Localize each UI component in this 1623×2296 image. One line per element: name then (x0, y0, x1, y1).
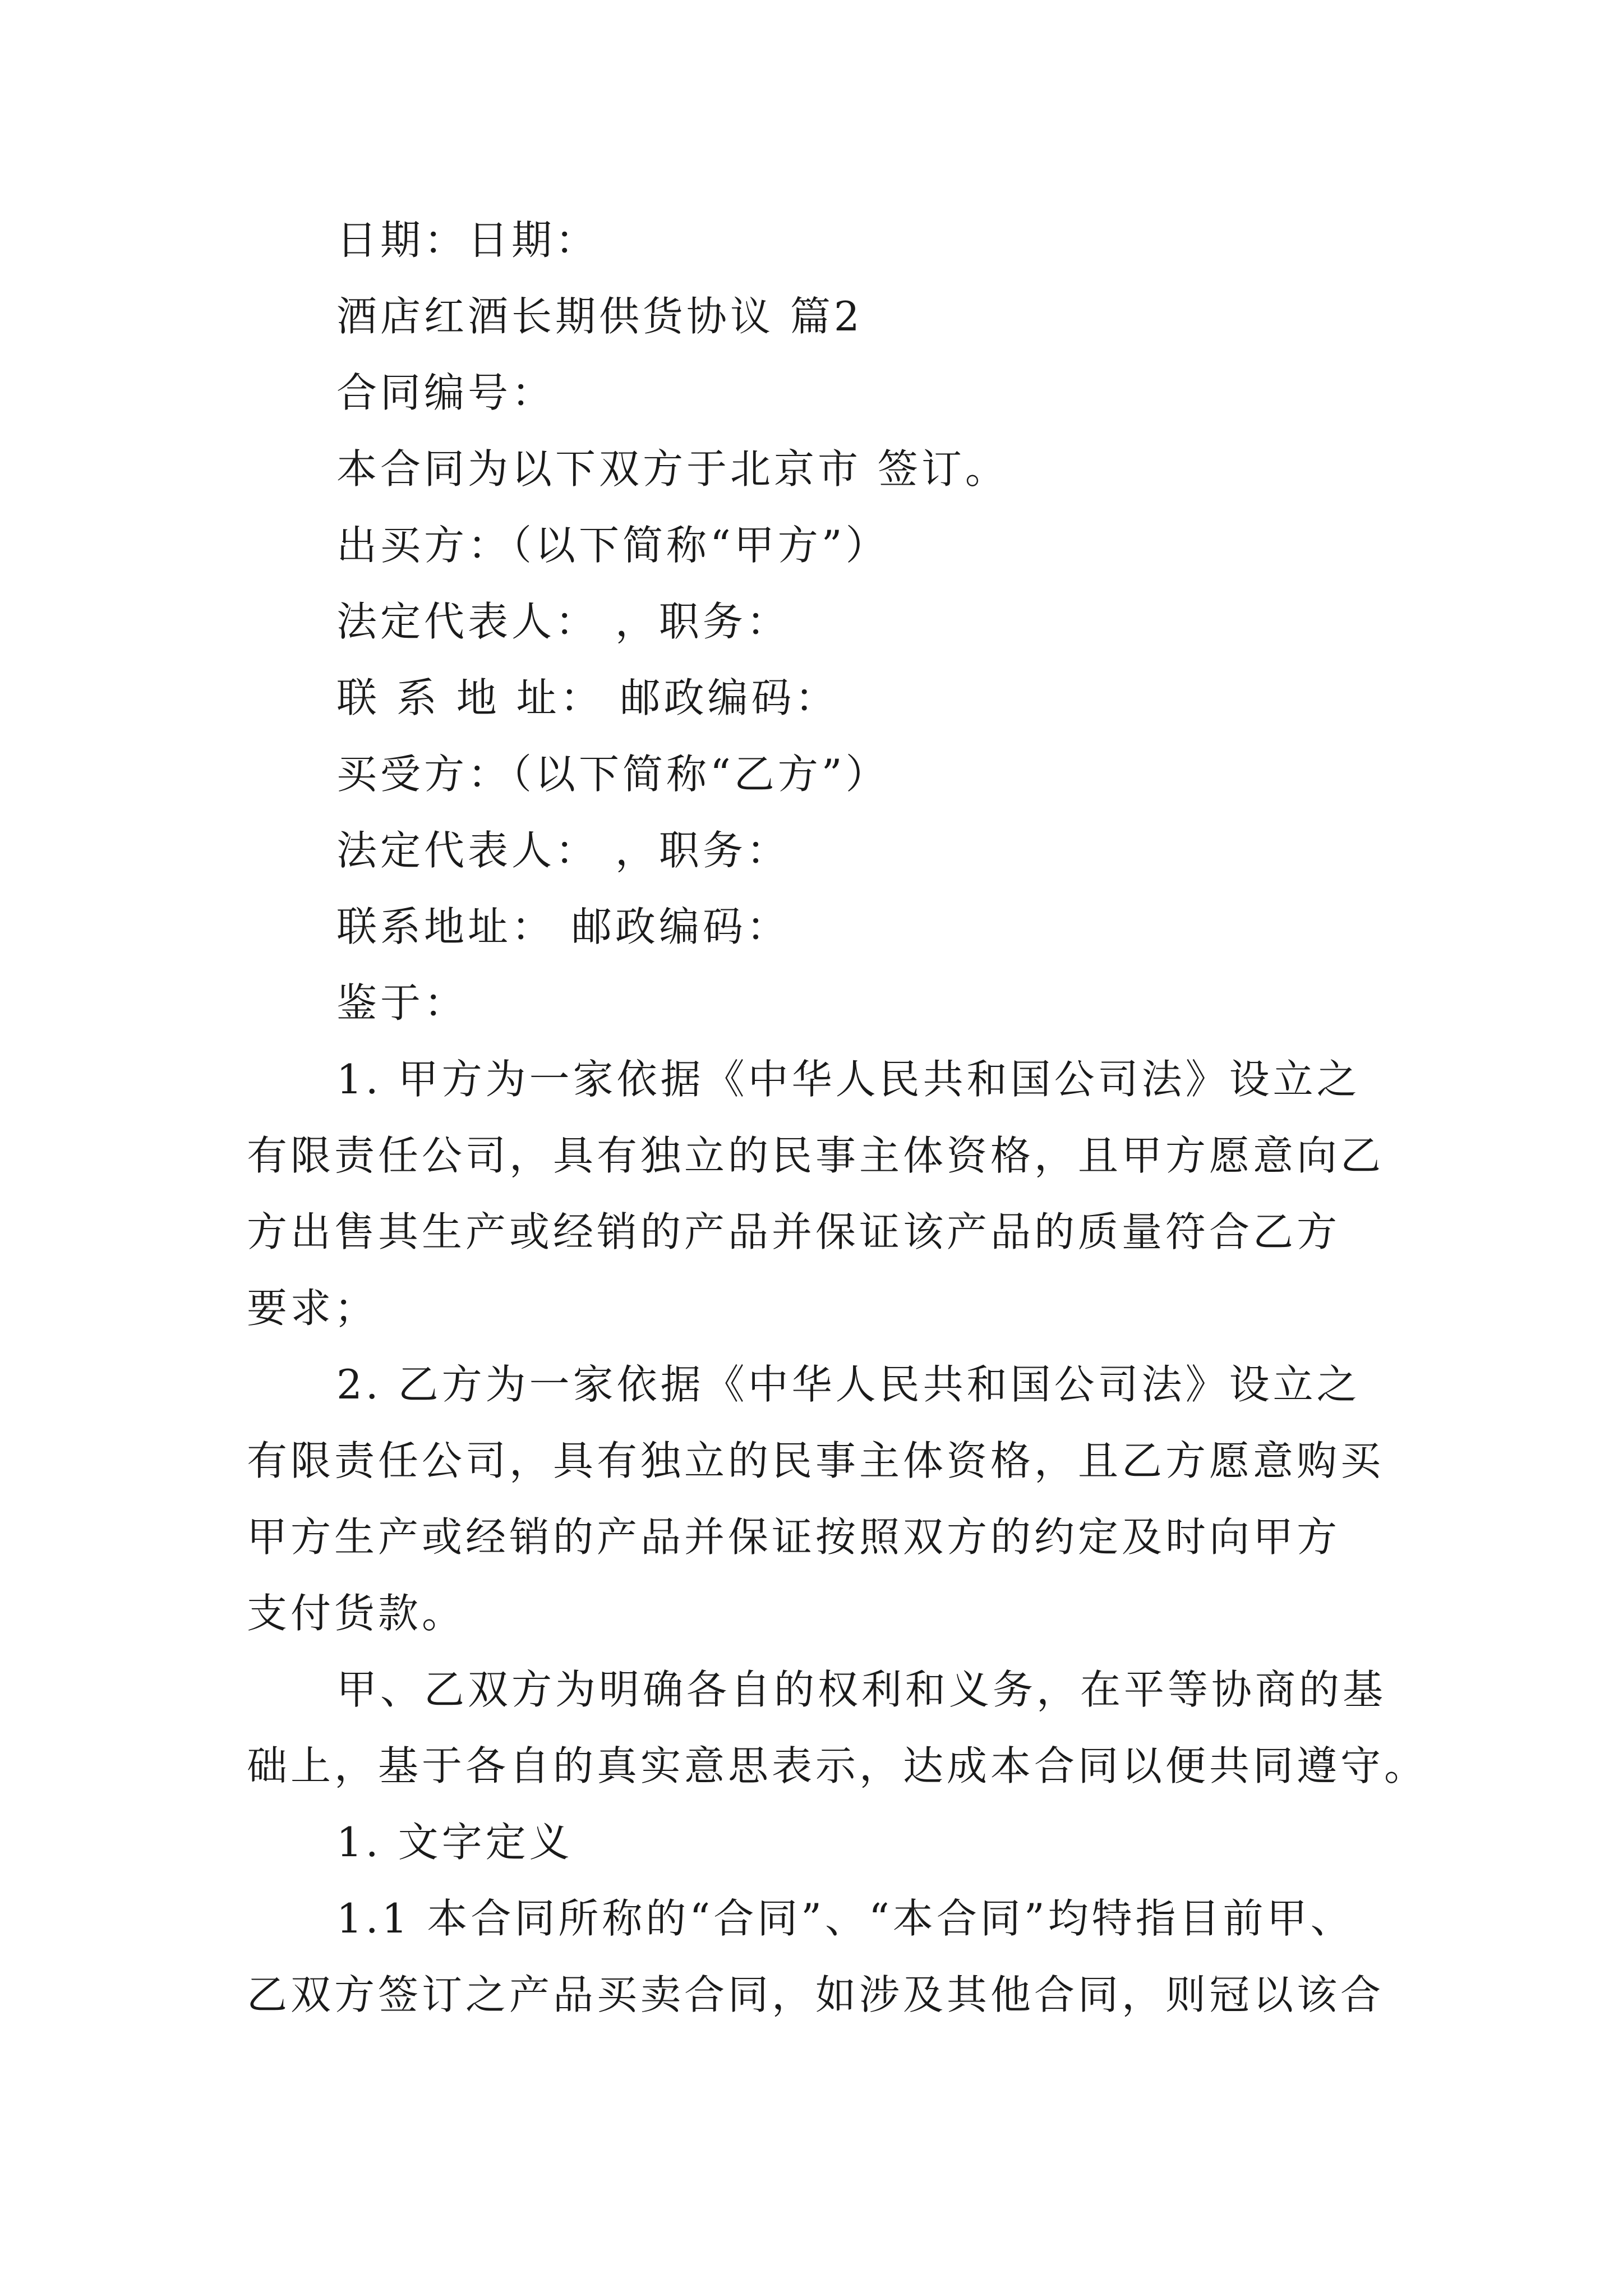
clause-1-line-4: 要求； (247, 1285, 379, 1332)
section-1-1-line-1: 1.1 本合同所称的“合同”、“本合同”均特指目前甲、 (336, 1895, 1354, 1942)
contract-number-line: 合同编号： (336, 369, 556, 416)
clause-2-line-1: 2. 乙方为一家依据《中华人民共和国公司法》设立之 (336, 1361, 1361, 1408)
intro-line-1: 甲、乙双方为明确各自的权利和义务，在平等协商的基 (336, 1666, 1387, 1713)
buyer-representative-line: 法定代表人： ，职务： (336, 827, 790, 874)
section-1-1-paragraph (247, 1880, 1391, 2033)
section-1-1-line-2: 乙双方签订之产品买卖合同，如涉及其他合同，则冠以该合 (247, 1971, 1385, 2018)
clause-2-line-3: 甲方生产或经销的产品并保证按照双方的约定及时向甲方 (247, 1513, 1341, 1561)
buyer-line: 买受方：（以下简称“乙方”） (336, 751, 889, 798)
intro-line-2: 础上，基于各自的真实意思表示，达成本合同以便共同遵守。 (247, 1742, 1428, 1789)
whereas-clause-2 (247, 1346, 1391, 1651)
document-body (247, 202, 1428, 2033)
seller-address-line: 联 系 地 址： 邮政编码： (336, 674, 839, 721)
intro-paragraph (247, 1651, 1428, 1804)
buyer-address-line: 联系地址： 邮政编码： (336, 903, 790, 950)
clause-2-line-4: 支付货款。 (247, 1590, 466, 1637)
seller-representative-line: 法定代表人： ，职务： (336, 598, 790, 645)
section-1-heading: 1. 文字定义 (336, 1819, 573, 1866)
clause-2-line-2: 有限责任公司，具有独立的民事主体资格，且乙方愿意购买 (247, 1437, 1385, 1484)
clause-1-line-3: 方出售其生产或经销的产品并保证该产品的质量符合乙方 (247, 1208, 1341, 1255)
date-line: 日期：日期： (336, 217, 600, 264)
clause-1-line-2: 有限责任公司，具有独立的民事主体资格，且甲方愿意向乙 (247, 1132, 1385, 1179)
signing-place-line: 本合同为以下双方于北京市 签订。 (336, 445, 1009, 493)
whereas-line: 鉴于： (336, 979, 468, 1027)
clause-1-line-1: 1. 甲方为一家依据《中华人民共和国公司法》设立之 (336, 1056, 1361, 1103)
seller-line: 出买方：（以下简称“甲方”） (336, 522, 889, 569)
agreement-title: 酒店红酒长期供货协议 篇2 (336, 293, 863, 340)
whereas-clause-1 (247, 1041, 1391, 1346)
